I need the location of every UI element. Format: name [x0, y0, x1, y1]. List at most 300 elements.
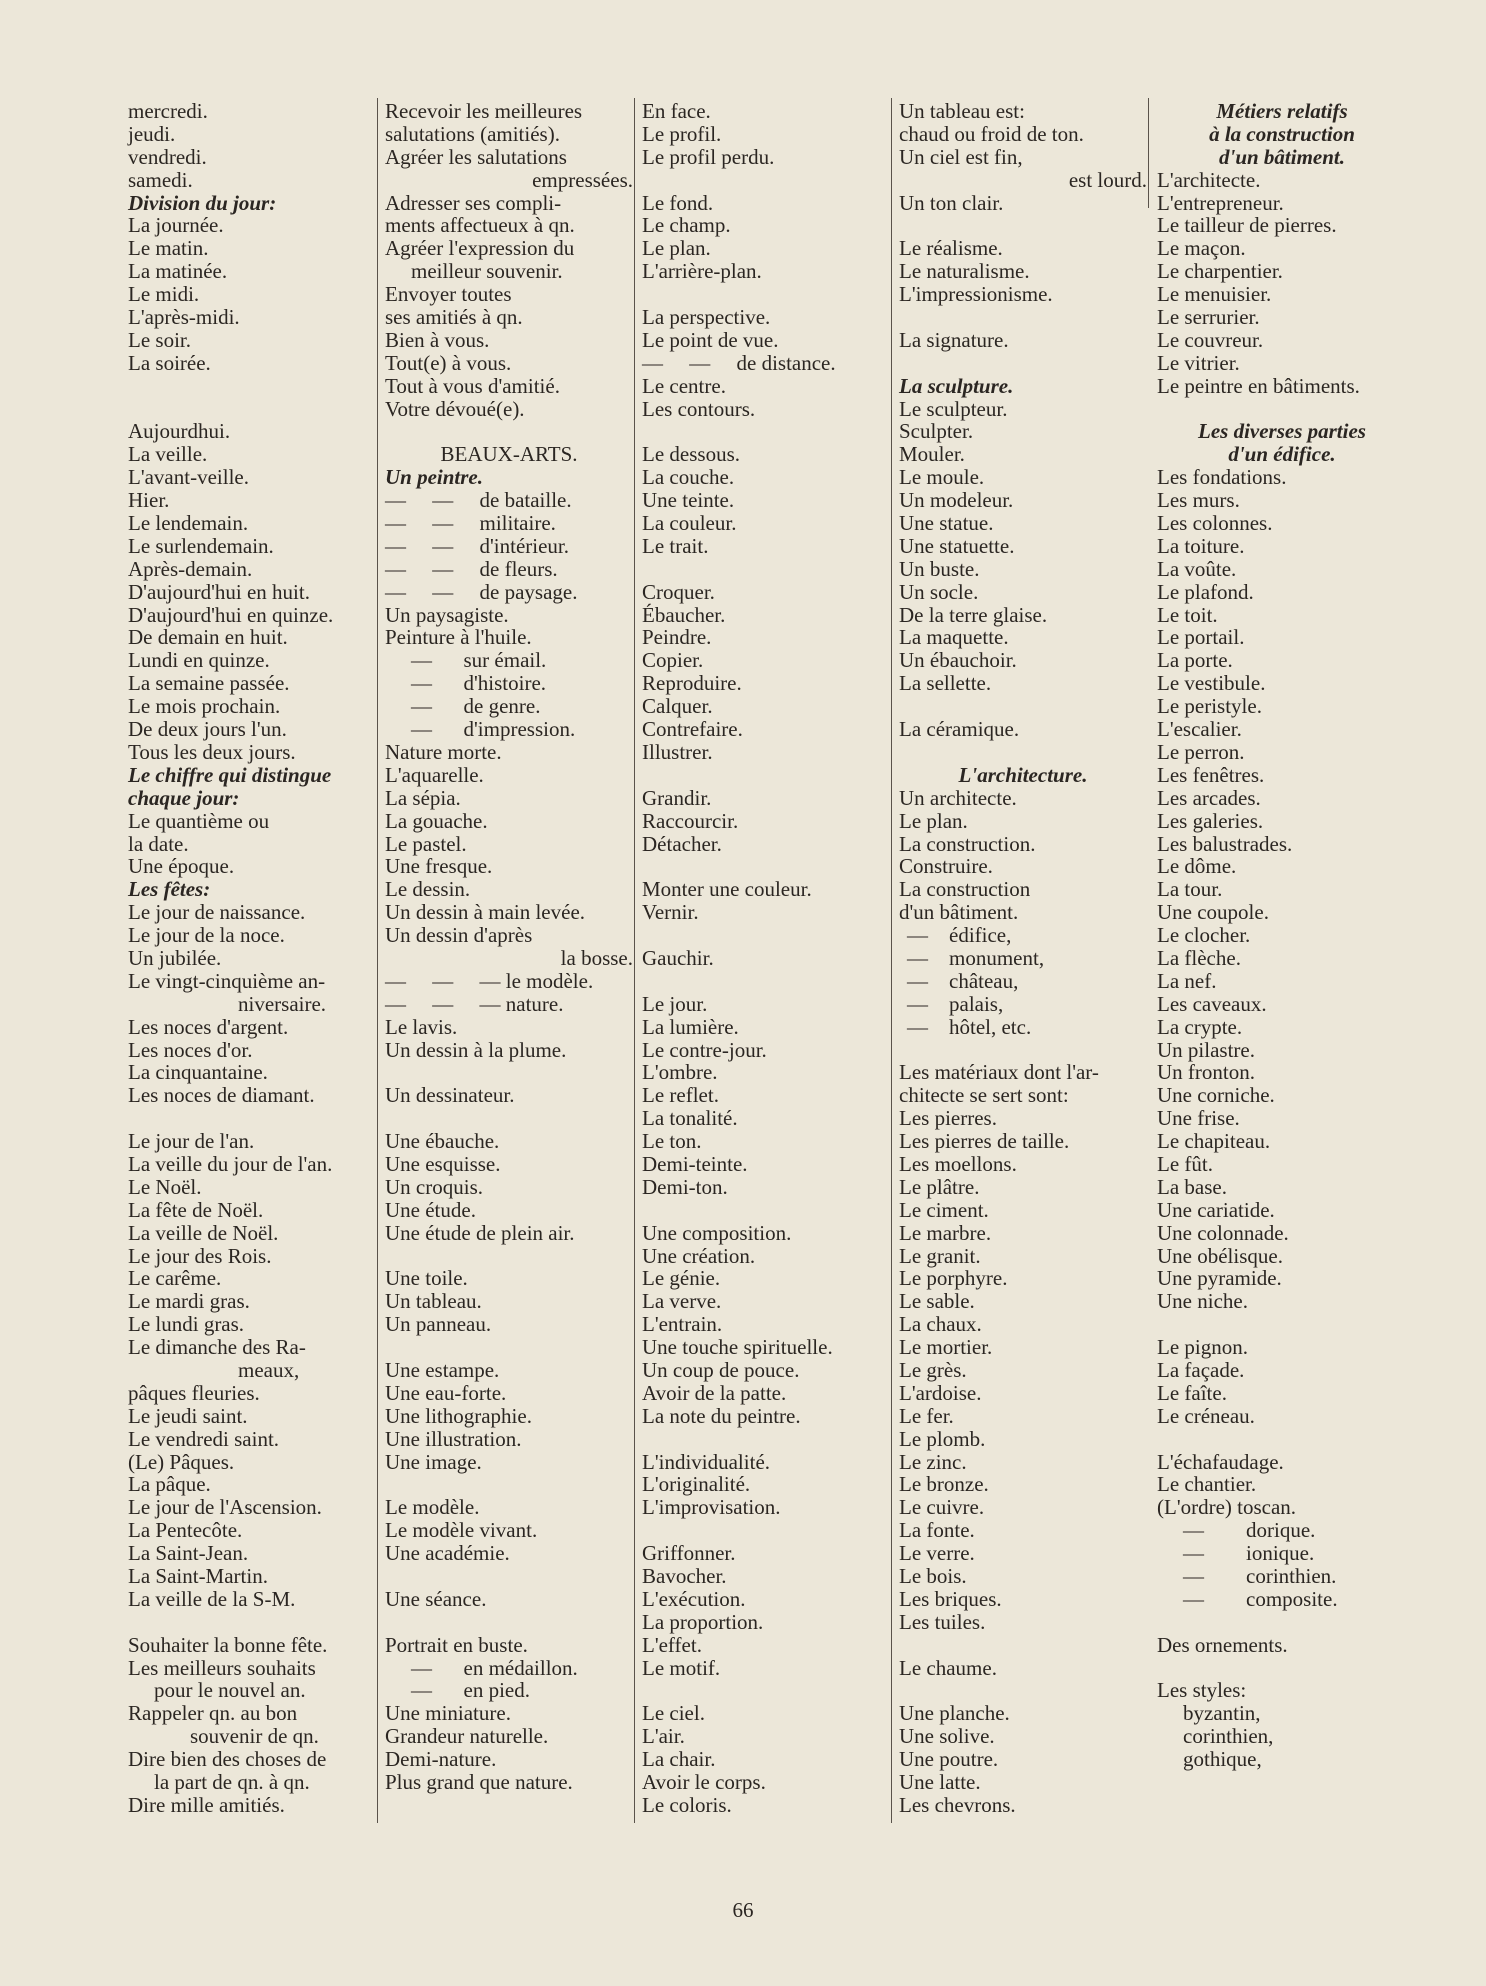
entry-line: Le reflet. [642, 1083, 719, 1108]
entry-line: De la terre glaise. [899, 602, 1048, 627]
entry-line: Une poutre. [899, 1747, 999, 1772]
entry-line: La Pentecôte. [128, 1518, 243, 1543]
spacer [642, 924, 890, 947]
column-1 [128, 100, 376, 1817]
entry-line: L'air. [642, 1724, 685, 1749]
entry-line: Demi-teinte. [642, 1151, 748, 1176]
entry-line: ses amitiés à qn. [385, 305, 523, 330]
entry-line: Le contre-jour. [642, 1037, 767, 1062]
entry-line: Envoyer toutes [385, 282, 512, 307]
entry-line: Souhaiter la bonne fête. [128, 1632, 328, 1657]
entry-line: Une illustration. [385, 1426, 522, 1451]
entry-line: Calquer. [642, 694, 713, 719]
spacer [385, 1473, 633, 1496]
section-heading: Division du jour: [128, 190, 277, 215]
entry-line: La Saint-Martin. [128, 1564, 268, 1588]
entry-line: L'entrepreneur. [1157, 190, 1284, 215]
entry-line: La cinquantaine. [128, 1060, 268, 1085]
entry-line: L'ardoise. [899, 1380, 982, 1405]
entry-line: pour le nouvel an. [154, 1678, 306, 1703]
entry-line: Une cariatide. [1157, 1197, 1275, 1222]
entry-line: La matinée. [128, 259, 228, 284]
entry-line: — palais, [907, 991, 1004, 1016]
entry-line: Un jubilée. [128, 945, 222, 970]
entry-line: Le toit. [1157, 602, 1218, 627]
column-4 [899, 100, 1147, 1817]
spacer [642, 1199, 890, 1222]
entry-line: Un pilastre. [1157, 1037, 1255, 1062]
entry-line: Le lundi gras. [128, 1312, 245, 1337]
entry-line: Le Noël. [128, 1174, 202, 1199]
entry-line: Les styles: [1157, 1678, 1247, 1703]
entry-line: Le lendemain. [128, 511, 249, 536]
entry-line: Le chantier. [1157, 1472, 1257, 1497]
entry-line: Hier. [128, 488, 170, 513]
entry-line: De deux jours l'un. [128, 717, 287, 742]
entry-line: samedi. [128, 167, 193, 192]
entry-line: La gouache. [385, 808, 488, 833]
entry-line: Le sable. [899, 1289, 975, 1314]
entry-line: Les fenêtres. [1157, 762, 1265, 787]
entry-line: Une solive. [899, 1724, 995, 1749]
entry-line: Le modèle. [385, 1495, 480, 1520]
section-heading: d'un bâtiment. [1218, 144, 1346, 169]
entry-line: Un panneau. [385, 1312, 492, 1337]
entry-line: Un ton clair. [899, 190, 1004, 215]
entry-line: Un tableau est: [899, 99, 1025, 123]
spacer [385, 1565, 633, 1588]
entry-line: Le cuivre. [899, 1495, 985, 1520]
spacer [128, 398, 376, 421]
entry-line: Une esquisse. [385, 1151, 501, 1176]
entry-line: Les tuiles. [899, 1609, 986, 1634]
entry-line: L'escalier. [1157, 717, 1242, 742]
entry-line: Un dessin à la plume. [385, 1037, 567, 1062]
spacer [385, 1061, 633, 1084]
entry-line: Un socle. [899, 579, 979, 604]
entry-line: mercredi. [128, 99, 208, 123]
entry-line: Le faîte. [1157, 1380, 1227, 1405]
entry-line: Le clocher. [1157, 923, 1251, 948]
entry-line: La construction. [899, 831, 1036, 856]
entry-line: Le mardi gras. [128, 1289, 250, 1314]
entry-line: Les noces de diamant. [128, 1083, 315, 1108]
entry-line: Une statuette. [899, 533, 1015, 558]
spacer [385, 1336, 633, 1359]
entry-line: Le jour de la noce. [128, 923, 285, 948]
entry-line: Une pyramide. [1157, 1266, 1282, 1291]
entry-line: L'entrain. [642, 1312, 723, 1337]
entry-line: Le ciment. [899, 1197, 989, 1222]
entry-line: Une estampe. [385, 1357, 500, 1382]
entry-line: — composite. [1183, 1586, 1338, 1611]
entry-line: La journée. [128, 213, 224, 238]
spacer [1157, 1657, 1407, 1680]
entry-line: Grandir. [642, 785, 712, 810]
entry-line: Le profil. [642, 121, 722, 146]
entry-line: la bosse. [560, 945, 633, 970]
entry-line: Une teinte. [642, 488, 735, 513]
entry-line: Le soir. [128, 327, 191, 352]
entry-line: La couleur. [642, 511, 737, 536]
entry-line: Le plan. [642, 236, 711, 261]
entry-line: meaux, [238, 1357, 300, 1382]
entry-line: Copier. [642, 648, 704, 673]
entry-line: La base. [1157, 1174, 1227, 1199]
entry-line: La sellette. [899, 671, 992, 696]
column-5 [1157, 100, 1407, 1771]
entry-line: Votre dévoué(e). [385, 396, 525, 421]
entry-line: Une eau-forte. [385, 1380, 507, 1405]
entry-line: Le peintre en bâtiments. [1157, 373, 1360, 398]
section-heading: à la construction [1209, 121, 1355, 146]
spacer [1157, 1611, 1407, 1634]
entry-line: La note du peintre. [642, 1403, 801, 1428]
spacer [642, 970, 890, 993]
entry-line: Une création. [642, 1243, 756, 1268]
entry-line: Aujourdhui. [128, 419, 231, 444]
spacer [642, 855, 890, 878]
entry-line: Bien à vous. [385, 327, 490, 352]
entry-line: En face. [642, 99, 711, 123]
entry-line: Le jeudi saint. [128, 1403, 248, 1428]
entry-line: La maquette. [899, 625, 1009, 650]
entry-line: La perspective. [642, 305, 771, 330]
spacer [385, 1611, 633, 1634]
entry-line: Le matin. [128, 236, 209, 261]
entry-line: Les pierres de taille. [899, 1129, 1070, 1154]
entry-line: Une latte. [899, 1770, 981, 1795]
entry-line: Les contours. [642, 396, 756, 421]
entry-line: Le génie. [642, 1266, 721, 1291]
entry-line: La fête de Noël. [128, 1197, 264, 1222]
entry-line: Une académie. [385, 1541, 510, 1566]
entry-line: Le fer. [899, 1403, 954, 1428]
entry-line: Le maçon. [1157, 236, 1246, 261]
entry-line: Ébaucher. [642, 602, 726, 627]
spacer [128, 375, 376, 398]
entry-line: — en médaillon. [411, 1655, 578, 1680]
entry-line: Les briques. [899, 1586, 1002, 1611]
spacer [1157, 1313, 1407, 1336]
spacer [385, 1107, 633, 1130]
entry-line: Le porphyre. [899, 1266, 1008, 1291]
entry-line: Le surlendemain. [128, 533, 274, 558]
entry-line: Le mortier. [899, 1335, 993, 1360]
entry-line: Demi-nature. [385, 1747, 497, 1772]
spacer [899, 1634, 1147, 1657]
entry-line: Le dôme. [1157, 854, 1237, 879]
entry-line: — dorique. [1183, 1518, 1316, 1543]
entry-line: L'après-midi. [128, 305, 240, 330]
entry-line: L'arrière-plan. [642, 259, 762, 284]
entry-line: La chaux. [899, 1312, 982, 1337]
entry-line: Le vendredi saint. [128, 1426, 280, 1451]
entry-line: Le serrurier. [1157, 305, 1260, 330]
entry-line: La tour. [1157, 877, 1223, 902]
entry-line: L'originalité. [642, 1472, 751, 1497]
entry-line: Une toile. [385, 1266, 468, 1291]
entry-line: Dire bien des choses de [128, 1747, 327, 1772]
entry-line: Le coloris. [642, 1792, 732, 1817]
entry-line: Des ornements. [1157, 1632, 1288, 1657]
entry-line: Le créneau. [1157, 1403, 1255, 1428]
entry-line: Une frise. [1157, 1106, 1240, 1131]
entry-line: La tonalité. [642, 1106, 738, 1131]
entry-line: Détacher. [642, 831, 722, 856]
entry-line: Le couvreur. [1157, 327, 1264, 352]
entry-line: Une miniature. [385, 1701, 511, 1726]
spacer [899, 306, 1147, 329]
entry-line: Le quantième ou [128, 808, 270, 833]
entry-line: Le peristyle. [1157, 694, 1262, 719]
entry-line: Un buste. [899, 556, 980, 581]
entry-line: Un architecte. [899, 785, 1017, 810]
entry-line: Reproduire. [642, 671, 742, 696]
entry-line: Plus grand que nature. [385, 1770, 573, 1795]
entry-line: Les colonnes. [1157, 511, 1273, 536]
entry-line: Une colonnade. [1157, 1220, 1289, 1245]
entry-line: — — de fleurs. [385, 556, 558, 581]
entry-line: — — — le modèle. [385, 968, 594, 993]
entry-line: Le plan. [899, 808, 968, 833]
entry-line: Le trait. [642, 533, 709, 558]
section-heading: La sculpture. [899, 373, 1014, 398]
entry-line: Le zinc. [899, 1449, 967, 1474]
section-heading: Le chiffre qui distingue [128, 762, 332, 787]
spacer [899, 1679, 1147, 1702]
spacer [899, 214, 1147, 237]
entry-line: Un dessin d'après [385, 923, 533, 948]
column-divider [1148, 98, 1149, 208]
entry-line: Contrefaire. [642, 717, 743, 742]
entry-line: — édifice, [907, 923, 1012, 948]
spacer [642, 558, 890, 581]
entry-line: chaud ou froid de ton. [899, 121, 1084, 146]
entry-line: L'avant-veille. [128, 465, 249, 490]
entry-line: Les noces d'argent. [128, 1014, 289, 1039]
entry-line: gothique, [1183, 1747, 1262, 1772]
entry-line: Le pignon. [1157, 1335, 1248, 1360]
entry-line: Une image. [385, 1449, 482, 1474]
entry-line: Une lithographie. [385, 1403, 532, 1428]
entry-line: Le granit. [899, 1243, 981, 1268]
spacer [1157, 1428, 1407, 1451]
entry-line: La couche. [642, 465, 735, 490]
entry-line: Les arcades. [1157, 785, 1261, 810]
spacer [1157, 398, 1407, 421]
entry-line: Le ton. [642, 1129, 702, 1154]
entry-line: Raccourcir. [642, 808, 739, 833]
entry-line: Un dessin à main levée. [385, 900, 586, 925]
entry-line: La crypte. [1157, 1014, 1243, 1039]
entry-line: salutations (amitiés). [385, 121, 560, 146]
entry-line: Monter une couleur. [642, 877, 812, 902]
entry-line: Les matériaux dont l'ar- [899, 1060, 1099, 1085]
column-divider [377, 98, 378, 1823]
entry-line: — — militaire. [385, 511, 556, 536]
entry-line: Avoir de la patte. [642, 1380, 787, 1405]
entry-line: Les caveaux. [1157, 991, 1267, 1016]
entry-line: BEAUX-ARTS. [440, 442, 578, 467]
entry-line: Sculpter. [899, 419, 974, 444]
entry-line: Le centre. [642, 373, 726, 398]
section-heading: Un peintre. [385, 465, 484, 490]
entry-line: Tout(e) à vous. [385, 350, 512, 375]
entry-line: meilleur souvenir. [411, 259, 563, 284]
entry-line: Un modeleur. [899, 488, 1014, 513]
spacer [642, 169, 890, 192]
entry-line: Le motif. [642, 1655, 721, 1680]
entry-line: Un croquis. [385, 1174, 483, 1199]
spacer [642, 420, 890, 443]
entry-line: Le vestibule. [1157, 671, 1266, 696]
entry-line: Un paysagiste. [385, 602, 509, 627]
entry-line: Grandeur naturelle. [385, 1724, 549, 1749]
entry-line: Le vingt-cinquième an- [128, 968, 326, 993]
entry-line: — — — nature. [385, 991, 564, 1016]
entry-line: Les moellons. [899, 1151, 1017, 1176]
entry-line: Un fronton. [1157, 1060, 1255, 1085]
entry-line: Le ciel. [642, 1701, 705, 1726]
entry-line: chitecte se sert sont: [899, 1083, 1069, 1108]
entry-line: Une séance. [385, 1586, 487, 1611]
entry-line: La veille. [128, 442, 208, 467]
column-2 [385, 100, 633, 1794]
entry-line: — d'histoire. [411, 671, 547, 696]
spacer [642, 1428, 890, 1451]
entry-line: De demain en huit. [128, 625, 288, 650]
entry-line: La Saint-Jean. [128, 1541, 249, 1566]
entry-line: Le verre. [899, 1541, 975, 1566]
section-heading: Les fêtes: [128, 877, 211, 902]
page-number: 66 [732, 1898, 754, 1922]
entry-line: vendredi. [128, 144, 207, 169]
entry-line: Le carême. [128, 1266, 222, 1291]
entry-line: La veille de Noël. [128, 1220, 279, 1245]
entry-line: Une ébauche. [385, 1129, 500, 1154]
entry-line: Une statue. [899, 511, 994, 536]
entry-line: La veille de la S-M. [128, 1586, 296, 1611]
spacer [385, 420, 633, 443]
entry-line: La signature. [899, 327, 1009, 352]
entry-line: Le tailleur de pierres. [1157, 213, 1337, 238]
entry-line: Le midi. [128, 282, 200, 307]
section-heading: chaque jour: [128, 785, 240, 810]
entry-line: — hôtel, etc. [907, 1014, 1032, 1039]
entry-line: Le bronze. [899, 1472, 989, 1497]
entry-line: Le profil perdu. [642, 144, 775, 169]
entry-line: Le bois. [899, 1564, 967, 1588]
entry-line: Illustrer. [642, 739, 713, 764]
entry-line: L'effet. [642, 1632, 702, 1657]
entry-line: Le vitrier. [1157, 350, 1240, 375]
section-heading: Les diverses parties [1198, 419, 1366, 444]
entry-line: — corinthien. [1183, 1564, 1337, 1588]
entry-line: — sur émail. [411, 648, 547, 673]
entry-line: Peindre. [642, 625, 712, 650]
entry-line: La chair. [642, 1747, 716, 1772]
entry-line: Le marbre. [899, 1220, 992, 1245]
entry-line: La nef. [1157, 968, 1217, 993]
entry-line: niversaire. [238, 991, 327, 1016]
entry-line: Un coup de pouce. [642, 1357, 800, 1382]
entry-line: Le jour de naissance. [128, 900, 306, 925]
entry-line: Agréer l'expression du [385, 236, 575, 261]
entry-line: Le perron. [1157, 739, 1245, 764]
entry-line: — ionique. [1183, 1541, 1315, 1566]
entry-line: La verve. [642, 1289, 722, 1314]
entry-line: Le dessous. [642, 442, 740, 467]
entry-line: Les meilleurs souhaits [128, 1655, 316, 1680]
entry-line: Le champ. [642, 213, 731, 238]
entry-line: Croquer. [642, 579, 715, 604]
spacer [385, 1245, 633, 1268]
entry-line: Nature morte. [385, 739, 502, 764]
entry-line: Le moule. [899, 465, 985, 490]
entry-line: Portrait en buste. [385, 1632, 528, 1657]
spacer [899, 1039, 1147, 1062]
entry-line: L'échafaudage. [1157, 1449, 1284, 1474]
entry-line: Une époque. [128, 854, 235, 879]
entry-line: Le jour. [642, 991, 708, 1016]
entry-line: La flèche. [1157, 945, 1241, 970]
entry-line: L'ombre. [642, 1060, 718, 1085]
entry-line: D'aujourd'hui en quinze. [128, 602, 334, 627]
entry-line: — — d'intérieur. [385, 533, 570, 558]
entry-line: Le dimanche des Ra- [128, 1335, 306, 1360]
spacer [642, 1519, 890, 1542]
spacer [128, 1611, 376, 1634]
entry-line: Le fond. [642, 190, 714, 215]
entry-line: Les chevrons. [899, 1792, 1016, 1817]
column-divider [891, 98, 892, 1823]
section-heading: L'architecture. [958, 762, 1088, 787]
entry-line: byzantin, [1183, 1701, 1261, 1726]
entry-line: Le chaume. [899, 1655, 997, 1680]
entry-line: Recevoir les meilleures [385, 99, 583, 123]
entry-line: Rappeler qn. au bon [128, 1701, 298, 1726]
entry-line: Le dessin. [385, 877, 471, 902]
entry-line: La lumière. [642, 1014, 739, 1039]
entry-line: La sépia. [385, 785, 461, 810]
entry-line: empressées. [532, 167, 633, 192]
entry-line: Une touche spirituelle. [642, 1335, 833, 1360]
entry-line: Une niche. [1157, 1289, 1248, 1314]
entry-line: Les noces d'or. [128, 1037, 253, 1062]
entry-line: La construction [899, 877, 1031, 902]
entry-line: La proportion. [642, 1609, 764, 1634]
entry-line: Tous les deux jours. [128, 739, 296, 764]
entry-line: La façade. [1157, 1357, 1245, 1382]
entry-line: pâques fleuries. [128, 1380, 260, 1405]
column-3 [642, 100, 890, 1817]
entry-line: Une fresque. [385, 854, 493, 879]
entry-line: — château, [907, 968, 1019, 993]
entry-line: Le menuisier. [1157, 282, 1272, 307]
entry-line: Une coupole. [1157, 900, 1269, 925]
entry-line: La voûte. [1157, 556, 1237, 581]
entry-line: La porte. [1157, 648, 1233, 673]
entry-line: Le charpentier. [1157, 259, 1283, 284]
entry-line: Le lavis. [385, 1014, 458, 1039]
entry-line: Le plafond. [1157, 579, 1254, 604]
entry-line: Le jour de l'an. [128, 1129, 255, 1154]
entry-line: La semaine passée. [128, 671, 290, 696]
entry-line: La pâque. [128, 1472, 211, 1497]
entry-line: Le mois prochain. [128, 694, 281, 719]
entry-line: Le modèle vivant. [385, 1518, 538, 1543]
